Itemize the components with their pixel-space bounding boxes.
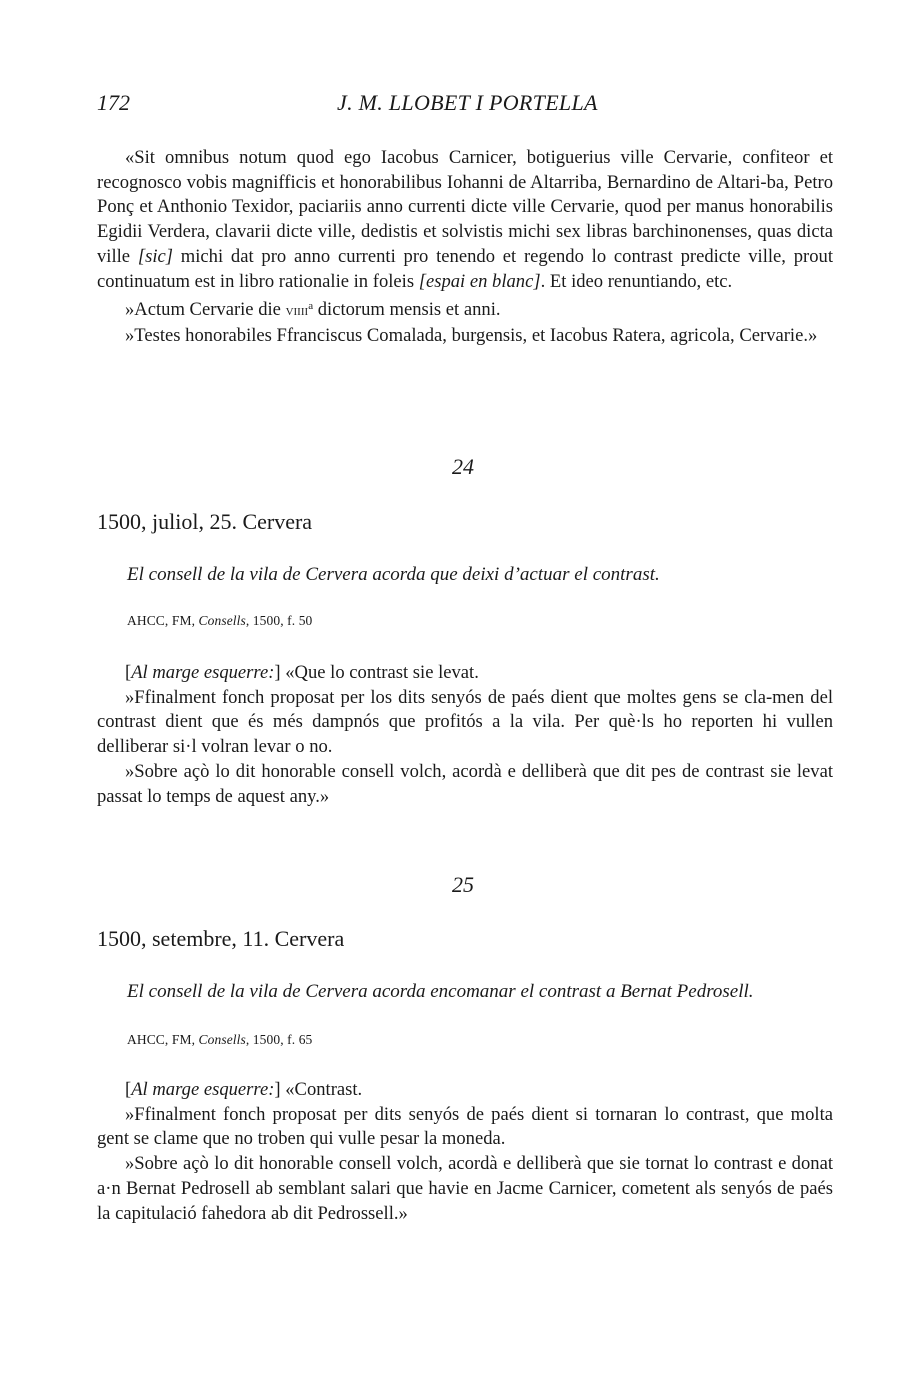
margin-note-label: Al marge esquerre:	[131, 662, 275, 683]
document-paragraph: [Al marge esquerre:] «Que lo contrast sie levat.	[125, 662, 479, 683]
document-body	[97, 661, 833, 809]
document-summary: El consell de la vila de Cervera acorda encomanar el contrast a Bernat Pedrosell.	[127, 981, 754, 1002]
document-date: 1500, setembre, 11. Cervera	[97, 926, 345, 951]
document-summary: El consell de la vila de Cervera acorda que deixi d’actuar el contrast.	[127, 564, 660, 585]
intro-paragraph-2: »Actum Cervarie die viiii$^a$ dictorum mensis et anni.	[125, 299, 501, 321]
page-number: 172	[97, 90, 130, 115]
document-paragraph: »Sobre açò lo dit honorable consell volch, acordà e delliberà que dit pes de contrast sie levat passat lo temps de aquest any.»	[97, 760, 833, 807]
blank-space-annotation: [espai en blanc]	[418, 270, 541, 292]
document-body	[97, 1078, 833, 1226]
document-source: AHCC, FM, Consells, 1500, f. 65	[127, 1032, 313, 1047]
document-paragraph: »Ffinalment fonch proposat per dits senyós de paés dient si tornaran lo contrast, que molta gent se clame que no troben qui vulle pesar la moneda.	[97, 1103, 833, 1150]
intro-paragraph-3: »Testes honorabiles Ffranciscus Comalada, burgensis, et Iacobus Ratera, agricola, Cervarie.»	[125, 324, 818, 346]
running-title: J. M. LLOBET I PORTELLA	[337, 90, 598, 115]
document-number: 25	[452, 872, 474, 897]
document-paragraph: [Al marge esquerre:] «Contrast.	[125, 1079, 363, 1100]
document-source: AHCC, FM, Consells, 1500, f. 50	[127, 613, 313, 628]
intro-text-block	[97, 146, 833, 349]
document-date: 1500, juliol, 25. Cervera	[97, 509, 313, 534]
margin-note-label: Al marge esquerre:	[131, 1079, 275, 1100]
sic-annotation: [sic]	[137, 245, 173, 267]
running-header	[97, 90, 833, 120]
roman-numeral: viiii	[285, 302, 309, 320]
intro-paragraph-1: «Sit omnibus notum quod ego Iacobus Carnicer, botiguerius ville Cervarie, confiteor et recognosco vobis magnifficis et honorabilibus Iohanni de Altarriba, Bernardino de Altari-ba, Petro Ponç et Anthonio Texidor, paciariis anno currenti dicte ville Cervarie, quod per manus honorabilis Egidii Verdera, clavarii dicte ville, dedistis et solvistis michi sex libras barchinonenses, quas dicta ville [sic] michi dat pro anno currenti pro tenendo et regendo lo contrast predicte ville, prout continuatum est in libro rationalie in foleis [espai en blanc]. Et ideo renuntiando, etc.	[97, 147, 833, 292]
document-paragraph: »Ffinalment fonch proposat per los dits senyós de paés dient que moltes gens se cla-men del contrast dient que és més dampnós que profitós a la vila. Per què·ls ho reporten hi vullen delliberar si·l volran levar o no.	[97, 686, 833, 758]
document-paragraph: »Sobre açò lo dit honorable consell volch, acordà e delliberà que sie tornat lo contrast e donat a·n Bernat Pedrosell ab semblant salari que havie en Jacme Carnicer, cometent als senyós de paés la capitulació fahedora ab dit Pedrossell.»	[97, 1153, 833, 1224]
superscript: a	[308, 300, 314, 313]
document-number: 24	[452, 454, 474, 479]
